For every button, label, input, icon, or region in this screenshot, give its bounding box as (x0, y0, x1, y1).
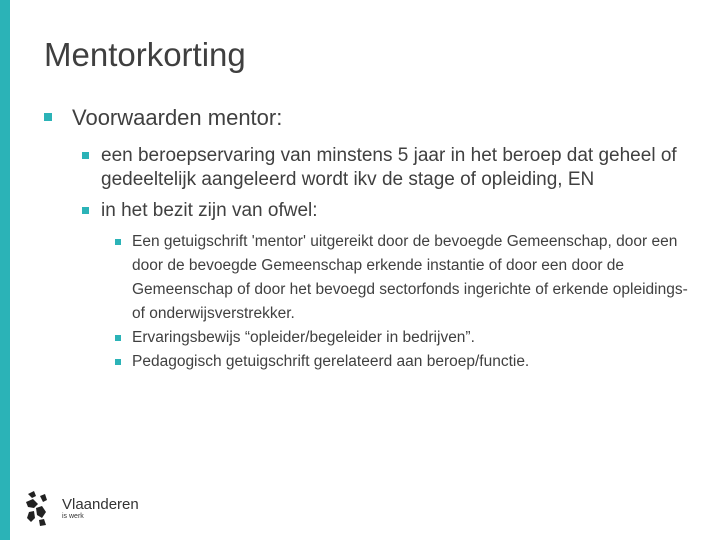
bullet-square-icon (82, 207, 89, 214)
bullet-level3 (115, 350, 704, 374)
bullet-list (44, 104, 704, 374)
bullet-square-icon (44, 113, 52, 121)
bullet-square-icon (115, 359, 121, 365)
bullet-text: in het bezit zijn van ofwel: (101, 200, 318, 221)
logo-name: Vlaanderen (62, 496, 139, 513)
logo-tagline: is werk (62, 513, 84, 520)
slide-title: Mentorkorting (44, 36, 246, 73)
bullet-level2 (82, 144, 704, 192)
bullet-square-icon (115, 239, 121, 245)
accent-bar (0, 0, 10, 540)
bullet-text: Pedagogisch getuigschrift gerelateerd aan beroep/functie. (132, 353, 530, 370)
bullet-square-icon (82, 152, 89, 159)
bullet-text: Voorwaarden mentor: (72, 105, 283, 130)
bullet-level3 (115, 326, 704, 350)
bullet-text: Een getuigschrift 'mentor' uitgereikt door de bevoegde Gemeenschap, door een door de bevoegde Gemeenschap erkende instantie of door een door de Gemeenschap of door het bevoegd sectorfonds ingerichte of erkende opleidings- of onderwijsverstrekker. (132, 233, 688, 322)
bullet-level2 (82, 199, 704, 223)
bullet-text: Ervaringsbewijs “opleider/begeleider in bedrijven”. (132, 329, 475, 346)
bullet-square-icon (115, 335, 121, 341)
bullet-text: een beroepservaring van minstens 5 jaar in het beroep dat geheel of gedeeltelijk aangeleerd wordt ikv de stage of opleiding, EN (101, 145, 677, 190)
bullet-level1 (44, 104, 704, 132)
bullet-level3 (115, 230, 704, 326)
